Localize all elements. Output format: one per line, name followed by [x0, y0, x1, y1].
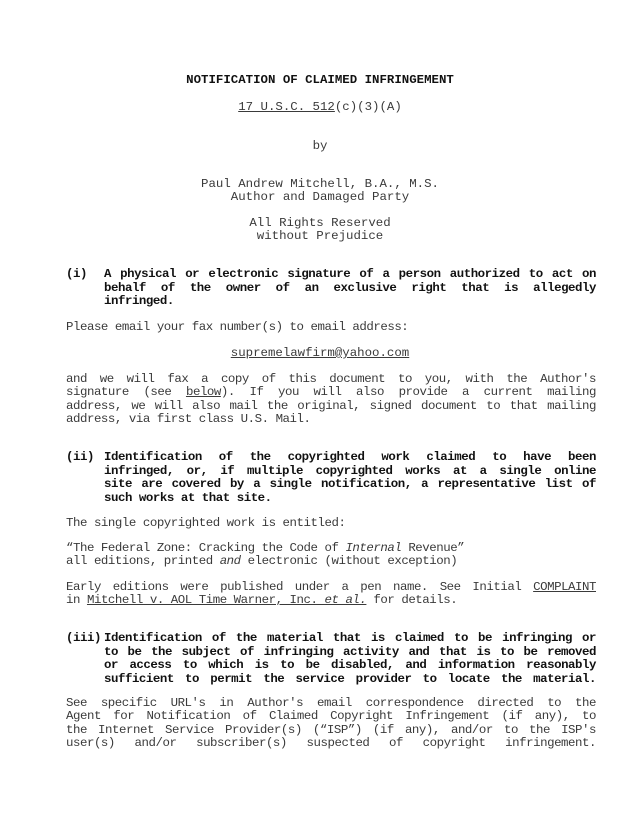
- para-line: [66, 386, 596, 399]
- author-name: Paul Andrew Mitchell, B.A., M.S.: [201, 177, 439, 191]
- heading-line: infringed.: [104, 294, 174, 308]
- para-line: [66, 594, 596, 607]
- text: Internal: [345, 541, 402, 555]
- work-title-line: [66, 542, 596, 555]
- below-link: below: [185, 385, 221, 400]
- heading-line: to be the subject of infringing activity and that is to be removed: [104, 644, 596, 659]
- email-address[interactable]: [0, 347, 640, 361]
- document-title: NOTIFICATION OF CLAIMED INFRINGEMENT: [186, 73, 454, 87]
- text: et al.: [324, 593, 367, 608]
- text: Mitchell v. AOL Time Warner, Inc.: [86, 593, 325, 608]
- heading-line: Identification of the copyrighted work claimed to have been: [104, 450, 596, 464]
- editions-line: [66, 555, 596, 568]
- text: for details.: [366, 593, 458, 608]
- section-label: (i): [66, 267, 87, 281]
- heading-line: or access to which is to be disabled, and information reasonably: [104, 658, 596, 672]
- text: electronic (without exception): [240, 554, 458, 569]
- text: Early editions were published under a pen name. See Initial: [66, 580, 534, 594]
- fax-paragraph: [66, 373, 596, 427]
- section-ii-heading: [66, 451, 596, 505]
- para-line: Agent for Notification of Claimed Copyright Infringement (if any), to: [66, 709, 596, 724]
- without-prejudice: without Prejudice: [256, 229, 384, 243]
- heading-line: infringed, or, if multiple copyrighted works at a single online: [104, 463, 596, 478]
- section-label: (iii): [66, 631, 101, 645]
- text: ). If you will also provide a current mailing: [220, 385, 596, 400]
- para-line: user(s) and/or subscriber(s) suspected of copyright infringement.: [66, 736, 596, 751]
- heading-line: sufficient to permit the service provider to locate the material.: [104, 671, 596, 686]
- text: “The Federal Zone: Cracking the Code of: [66, 541, 346, 555]
- text: signature (see: [66, 385, 186, 400]
- case-link[interactable]: [87, 593, 366, 607]
- complaint-link[interactable]: COMPLAINT: [533, 580, 596, 594]
- single-work-intro: The single copyrighted work is entitled:: [66, 516, 346, 530]
- para-line: [66, 581, 596, 594]
- early-editions: [66, 581, 596, 608]
- author-role: Author and Damaged Party: [230, 190, 410, 204]
- citation-rest: (c)(3)(A): [334, 100, 402, 114]
- section-label: (ii): [66, 450, 94, 464]
- section-i-heading: [66, 268, 596, 309]
- email-request: Please email your fax number(s) to email address:: [66, 320, 409, 334]
- statute-citation: [0, 101, 640, 115]
- para-line: and we will fax a copy of this document to you, with the Author's: [66, 372, 596, 386]
- work-title: [66, 542, 596, 569]
- para-line: the Internet Service Provider(s) (“ISP”) (if any), and/or to the ISP's: [66, 722, 596, 737]
- para-line: address, via first class U.S. Mail.: [66, 412, 311, 427]
- text: Revenue”: [401, 541, 465, 555]
- para-line: See specific URL's in Author's email correspondence directed to the: [66, 696, 596, 710]
- text: all editions, printed: [66, 554, 220, 569]
- section-iii-heading: [66, 632, 596, 686]
- text: and: [219, 554, 241, 569]
- para-line: address, we will also mail the original, signed document to that mailing: [66, 398, 596, 413]
- heading-line: behalf of the owner of an exclusive right that is allegedly: [104, 280, 596, 295]
- heading-line: such works at that site.: [104, 490, 272, 505]
- heading-line: Identification of the material that is claimed to be infringing or: [104, 631, 596, 645]
- email-link[interactable]: supremelawfirm@yahoo.com: [230, 346, 410, 360]
- url-paragraph: [66, 697, 596, 751]
- heading-line: site are covered by a single notification, a representative list of: [104, 477, 596, 491]
- rights-reserved: All Rights Reserved: [249, 216, 391, 230]
- heading-line: A physical or electronic signature of a person authorized to act on: [104, 267, 596, 281]
- by-line: by: [312, 139, 328, 153]
- citation-underlined: 17 U.S.C. 512: [238, 100, 335, 114]
- text: in: [66, 593, 87, 608]
